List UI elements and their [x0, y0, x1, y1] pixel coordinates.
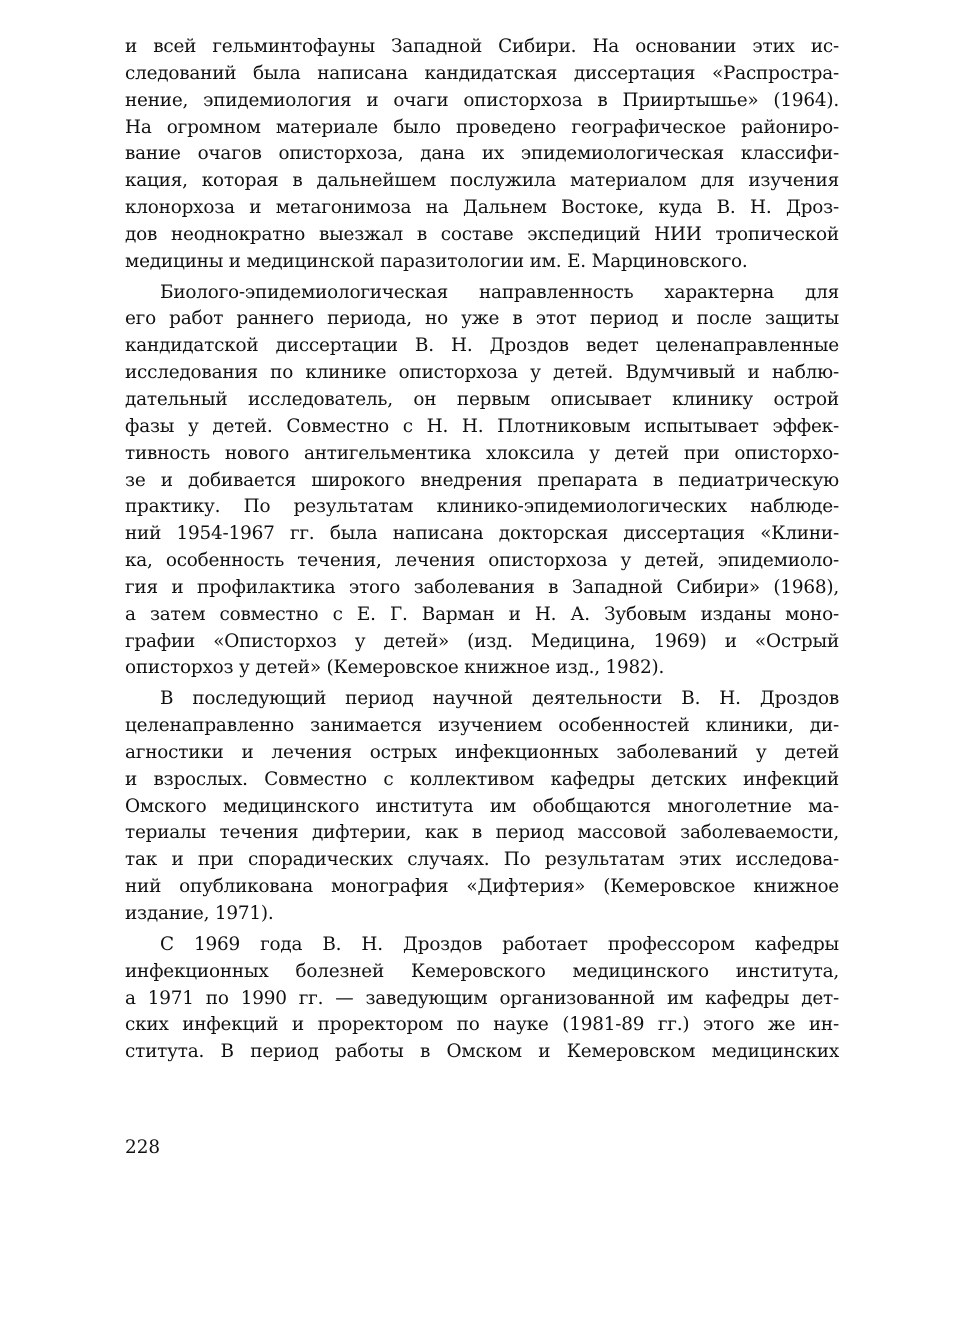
text-line: ний 1954-1967 гг. была написана докторская диссертация «Клини- — [125, 523, 839, 545]
text-line: целенаправленно занимается изучением особенностей клиники, ди- — [125, 715, 839, 737]
text-line: издание, 1971). — [125, 903, 274, 924]
text-line: клонорхоза и метагонимоза на Дальнем Востоке, куда В. Н. Дроз- — [125, 197, 839, 219]
text-line: фазы у детей. Совместно с Н. Н. Плотниковым испытывает эффек- — [125, 415, 839, 437]
body-text — [125, 34, 839, 1066]
text-line: кация, которая в дальнейшем послужила материалом для изучения — [125, 170, 839, 192]
text-line: На огромном материале было проведено географическое райониро- — [125, 116, 839, 138]
text-line: Биолого-эпидемиологическая направленность характерна для — [160, 281, 839, 303]
text-line: ний опубликована монография «Дифтерия» (Кемеровское книжное — [125, 876, 839, 898]
text-line: вание очагов описторхоза, дана их эпидемиологическая классифи- — [125, 143, 839, 165]
text-line: медицины и медицинской паразитологии им. Е. Марциновского. — [125, 250, 748, 272]
text-line: дов неоднократно выезжал в составе экспедиций НИИ тропической — [125, 223, 839, 245]
paragraph-3 — [125, 686, 839, 928]
text-line: графии «Описторхоз у детей» (изд. Медицина, 1969) и «Острый — [125, 630, 839, 652]
text-line: следований была написана кандидатская диссертация «Распростра- — [125, 62, 839, 84]
page-number: 228 — [125, 1137, 161, 1158]
text-line: ских инфекций и проректором по науке (1981-89 гг.) этого же ин- — [125, 1014, 839, 1036]
text-line: и взрослых. Совместно с коллективом кафедры детских инфекций — [125, 768, 839, 790]
text-line: агностики и лечения острых инфекционных заболеваний у детей — [125, 741, 839, 763]
text-line: а 1971 по 1990 гг. — заведующим организованной им кафедры дет- — [125, 987, 839, 1009]
text-line: нение, эпидемиология и очаги описторхоза в Прииртышье» (1964). — [125, 89, 839, 111]
paragraph-2 — [125, 280, 839, 683]
text-line: а затем совместно с Е. Г. Варман и Н. А. Зубовым изданы моно- — [125, 603, 839, 625]
paragraph-1 — [125, 34, 839, 276]
text-line: ка, особенность течения, лечения описторхоза у детей, эпидемиоло- — [125, 550, 839, 572]
text-line: тивность нового антигельментика хлоксила у детей при описторхо- — [125, 442, 839, 464]
text-line: его работ раннего периода, но уже в этот период и после защиты — [125, 308, 839, 330]
text-line: ститута. В период работы в Омском и Кемеровском медицинских — [125, 1041, 839, 1063]
text-line: дательный исследователь, он первым описывает клинику острой — [125, 388, 839, 410]
text-line: кандидатской диссертации В. Н. Дроздов ведет целенаправленные — [125, 335, 839, 357]
text-line: Омского медицинского института им обобщаются многолетние ма- — [125, 795, 839, 817]
text-line: инфекционных болезней Кемеровского медицинского института, — [125, 960, 839, 982]
text-line: и всей гельминтофауны Западной Сибири. На основании этих ис- — [125, 36, 839, 57]
text-line: так и при спорадических случаях. По результатам этих исследова- — [125, 849, 839, 871]
text-line: исследования по клинике описторхоза у детей. Вдумчивый и наблю- — [125, 362, 839, 384]
text-line: практику. По результатам клинико-эпидемиологических наблюде- — [125, 496, 839, 518]
text-line: описторхоз у детей» (Кемеровское книжное изд., 1982). — [125, 657, 665, 679]
text-line: С 1969 года В. Н. Дроздов работает профессором кафедры — [160, 933, 839, 955]
text-line: териалы течения дифтерии, как в период массовой заболеваемости, — [125, 822, 839, 844]
text-line: В последующий период научной деятельности В. Н. Дроздов — [160, 688, 839, 710]
text-line: гия и профилактика этого заболевания в Западной Сибири» (1968), — [125, 576, 839, 598]
text-line: зе и добивается широкого внедрения препарата в педиатрическую — [125, 469, 839, 491]
paragraph-4 — [125, 932, 839, 1066]
